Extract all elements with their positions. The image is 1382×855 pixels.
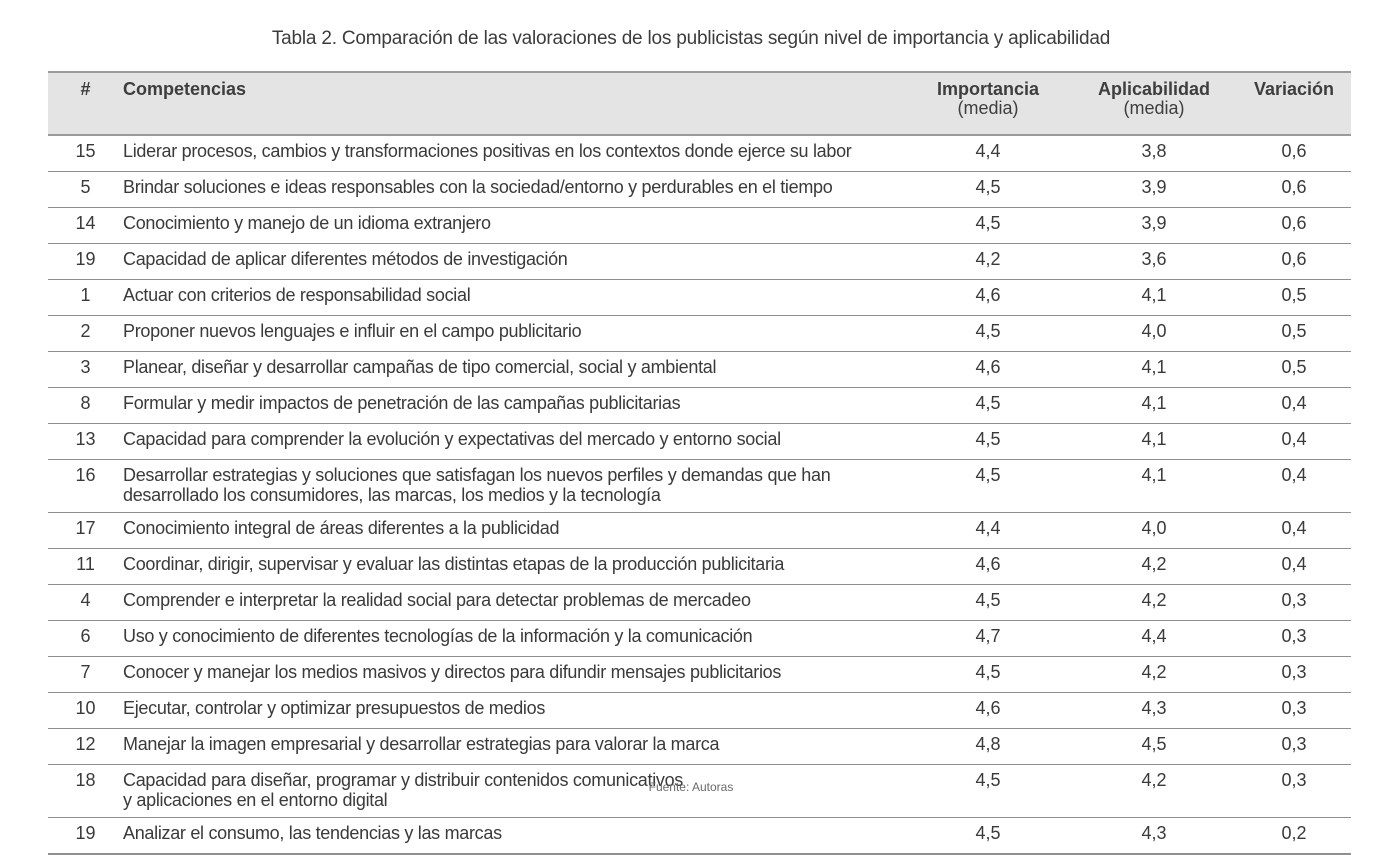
row-importancia: 4,5 xyxy=(975,770,1001,790)
table-row xyxy=(48,460,1351,513)
row-aplicabilidad: 3,9 xyxy=(1141,213,1167,233)
table-row xyxy=(48,135,1351,172)
row-num: 7 xyxy=(80,662,91,682)
header-importancia-sub: (media) xyxy=(957,98,1019,118)
header-aplicabilidad xyxy=(1071,72,1237,135)
row-aplicabilidad: 4,0 xyxy=(1141,518,1167,538)
row-importancia: 4,5 xyxy=(975,465,1001,485)
row-variacion: 0,4 xyxy=(1281,554,1307,574)
row-importancia: 4,6 xyxy=(975,357,1001,377)
table-row xyxy=(48,424,1351,460)
row-importancia: 4,5 xyxy=(975,177,1001,197)
row-num: 12 xyxy=(75,734,96,754)
row-aplicabilidad: 4,1 xyxy=(1141,285,1167,305)
row-num: 15 xyxy=(75,141,96,161)
row-aplicabilidad: 4,2 xyxy=(1141,554,1167,574)
row-num: 16 xyxy=(75,465,96,485)
table-row xyxy=(48,657,1351,693)
table-row xyxy=(48,818,1351,855)
row-competencia: Actuar con criterios de responsabilidad social xyxy=(123,285,471,305)
row-num: 2 xyxy=(80,321,91,341)
row-num: 10 xyxy=(75,698,96,718)
row-num: 6 xyxy=(80,626,91,646)
row-variacion: 0,2 xyxy=(1281,823,1307,843)
row-aplicabilidad: 3,9 xyxy=(1141,177,1167,197)
row-num: 17 xyxy=(75,518,96,538)
competencias-table xyxy=(48,71,1351,855)
row-competencia: Conocimiento y manejo de un idioma extranjero xyxy=(123,213,491,233)
row-competencia: Brindar soluciones e ideas responsables con la sociedad/entorno y perdurables en el tiempo xyxy=(123,177,833,197)
table-row xyxy=(48,621,1351,657)
row-competencia: Comprender e interpretar la realidad social para detectar problemas de mercadeo xyxy=(123,590,751,610)
header-variacion: Variación xyxy=(1253,79,1335,99)
row-num: 1 xyxy=(80,285,91,305)
row-competencia: Uso y conocimiento de diferentes tecnologías de la información y la comunicación xyxy=(123,626,753,646)
table-row xyxy=(48,316,1351,352)
row-importancia: 4,5 xyxy=(975,823,1001,843)
table-row xyxy=(48,208,1351,244)
table-row xyxy=(48,693,1351,729)
row-importancia: 4,5 xyxy=(975,213,1001,233)
source-note: Fuente: Autoras xyxy=(648,780,734,794)
row-importancia: 4,7 xyxy=(975,626,1001,646)
row-aplicabilidad: 4,0 xyxy=(1141,321,1167,341)
row-aplicabilidad: 4,1 xyxy=(1141,465,1167,485)
row-num: 4 xyxy=(80,590,91,610)
table-row xyxy=(48,729,1351,765)
row-aplicabilidad: 4,2 xyxy=(1141,662,1167,682)
row-competencia: Ejecutar, controlar y optimizar presupuestos de medios xyxy=(123,698,546,718)
row-num: 5 xyxy=(80,177,91,197)
row-competencia: Formular y medir impactos de penetración de las campañas publicitarias xyxy=(123,393,681,413)
row-num: 11 xyxy=(76,554,95,574)
row-aplicabilidad: 4,2 xyxy=(1141,590,1167,610)
header-aplicabilidad-sub: (media) xyxy=(1123,98,1185,118)
table-row xyxy=(48,388,1351,424)
row-competencia: Conocimiento integral de áreas diferentes a la publicidad xyxy=(123,518,560,538)
row-variacion: 0,4 xyxy=(1281,518,1307,538)
row-importancia: 4,6 xyxy=(975,698,1001,718)
row-num: 8 xyxy=(80,393,91,413)
row-variacion: 0,3 xyxy=(1281,626,1307,646)
row-aplicabilidad: 4,1 xyxy=(1141,357,1167,377)
table-row xyxy=(48,549,1351,585)
row-variacion: 0,5 xyxy=(1281,321,1307,341)
row-aplicabilidad: 4,2 xyxy=(1141,770,1167,790)
row-variacion: 0,4 xyxy=(1281,393,1307,413)
row-importancia: 4,4 xyxy=(975,518,1001,538)
row-competencia: Capacidad de aplicar diferentes métodos de investigación xyxy=(123,249,568,269)
row-importancia: 4,5 xyxy=(975,393,1001,413)
row-variacion: 0,3 xyxy=(1281,662,1307,682)
row-variacion: 0,3 xyxy=(1281,698,1307,718)
row-variacion: 0,6 xyxy=(1281,177,1307,197)
row-variacion: 0,6 xyxy=(1281,249,1307,269)
row-num: 14 xyxy=(75,213,96,233)
row-variacion: 0,6 xyxy=(1281,141,1307,161)
header-importancia-label: Importancia xyxy=(936,79,1040,99)
table-row xyxy=(48,352,1351,388)
row-num: 19 xyxy=(75,249,96,269)
table-row xyxy=(48,244,1351,280)
row-variacion: 0,5 xyxy=(1281,285,1307,305)
row-competencia: Capacidad para diseñar, programar y distribuir contenidos comunicativos y aplicaciones en el entorno digital xyxy=(123,770,684,810)
header-competencias: Competencias xyxy=(123,79,247,99)
row-num: 13 xyxy=(75,429,96,449)
row-competencia: Proponer nuevos lenguajes e influir en el campo publicitario xyxy=(123,321,582,341)
row-aplicabilidad: 3,8 xyxy=(1141,141,1167,161)
row-importancia: 4,2 xyxy=(975,249,1001,269)
row-competencia: Desarrollar estrategias y soluciones que satisfagan los nuevos perfiles y demandas que han desarrollado los consumidores, las marcas, los medios y la tecnología xyxy=(123,465,831,505)
row-importancia: 4,6 xyxy=(975,285,1001,305)
row-importancia: 4,8 xyxy=(975,734,1001,754)
row-importancia: 4,6 xyxy=(975,554,1001,574)
row-importancia: 4,4 xyxy=(975,141,1001,161)
table-row xyxy=(48,172,1351,208)
row-aplicabilidad: 3,6 xyxy=(1141,249,1167,269)
header-aplicabilidad-label: Aplicabilidad xyxy=(1097,79,1211,99)
row-competencia: Liderar procesos, cambios y transformaciones positivas en los contextos donde ejerce su labor xyxy=(123,141,852,161)
table-header-row xyxy=(48,72,1351,135)
table-row xyxy=(48,585,1351,621)
row-aplicabilidad: 4,5 xyxy=(1141,734,1167,754)
row-aplicabilidad: 4,4 xyxy=(1141,626,1167,646)
row-aplicabilidad: 4,3 xyxy=(1141,823,1167,843)
row-competencia: Planear, diseñar y desarrollar campañas de tipo comercial, social y ambiental xyxy=(123,357,717,377)
row-importancia: 4,5 xyxy=(975,590,1001,610)
row-variacion: 0,4 xyxy=(1281,429,1307,449)
row-num: 3 xyxy=(80,357,91,377)
row-competencia: Capacidad para comprender la evolución y expectativas del mercado y entorno social xyxy=(123,429,781,449)
row-competencia: Analizar el consumo, las tendencias y las marcas xyxy=(123,823,502,843)
row-competencia: Coordinar, dirigir, supervisar y evaluar las distintas etapas de la producción publicitaria xyxy=(123,554,785,574)
row-variacion: 0,3 xyxy=(1281,770,1307,790)
row-competencia: Conocer y manejar los medios masivos y directos para difundir mensajes publicitarios xyxy=(123,662,782,682)
row-importancia: 4,5 xyxy=(975,429,1001,449)
row-variacion: 0,6 xyxy=(1281,213,1307,233)
row-competencia: Manejar la imagen empresarial y desarrollar estrategias para valorar la marca xyxy=(123,734,720,754)
row-importancia: 4,5 xyxy=(975,662,1001,682)
row-aplicabilidad: 4,1 xyxy=(1141,429,1167,449)
row-variacion: 0,3 xyxy=(1281,734,1307,754)
row-aplicabilidad: 4,3 xyxy=(1141,698,1167,718)
row-num: 18 xyxy=(75,770,96,790)
table-title: Tabla 2. Comparación de las valoraciones de los publicistas según nivel de importancia y aplicabilidad xyxy=(271,28,1111,49)
header-importancia xyxy=(905,72,1071,135)
row-variacion: 0,4 xyxy=(1281,465,1307,485)
row-aplicabilidad: 4,1 xyxy=(1141,393,1167,413)
table-row xyxy=(48,280,1351,316)
row-num: 19 xyxy=(75,823,96,843)
row-importancia: 4,5 xyxy=(975,321,1001,341)
table-row xyxy=(48,513,1351,549)
row-variacion: 0,3 xyxy=(1281,590,1307,610)
header-num: # xyxy=(80,79,91,99)
row-variacion: 0,5 xyxy=(1281,357,1307,377)
